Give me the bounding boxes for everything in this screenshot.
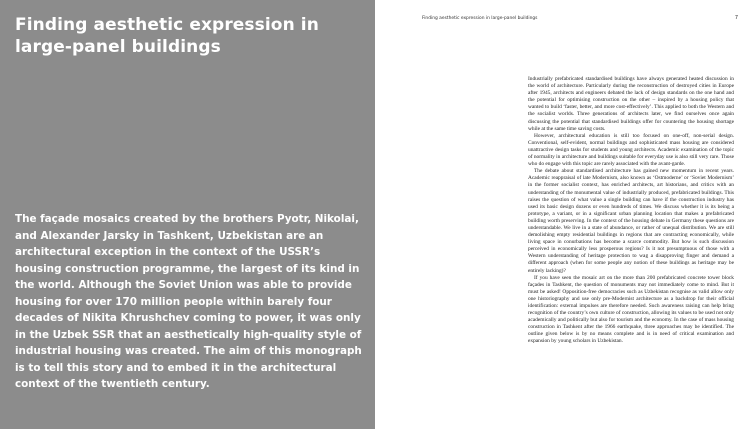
chapter-title: Finding aesthetic expression in large-panel buildings [15,15,319,57]
body-paragraph: Industrially prefabricated standardised buildings have always generated heated discussion in the world of architecture. Particularly during the reconstruction of destroyed cities in Europe after 1945, architects and engineers debated the lack of design standards on the one hand and the potential for optimising construction on the other – inspired by a housing policy that wanted to build ‘faster, better, and more cost-effectively’. This applied to both the Western and the socialist worlds. Three generations of architects later, we find ourselves once again discussing the potential that standardised buildings offer for countering the housing shortage while at the same time saving costs. [528,76,734,132]
body-paragraph: However, architectural education is still too focused on one-off, non-serial design. Conventional, self-evident, normal buildings and sophisticated mass housing are considered unattractive design tasks for students and young architects. Academic examination of the topic of normality in architecture and buildings suitable for everyday use is also still very rare. Those who do engage with this topic are rarely associated with the avant-garde. [528,132,734,168]
page-number: 7 [734,15,738,21]
right-page [375,0,750,429]
body-text [528,76,734,346]
body-paragraph: If you have seen the mosaic art on the more than 200 prefabricated concrete tower block façades in Tashkent, the question of monuments may not immediately come to mind. But it must be asked! Opposition-free democracies such as Uzbekistan recognise as valid allow only one historiography and use only pre-Modernist architecture as a backdrop for their official identification: external impulses are therefore needed. Such awareness raising can help bring recognition of the country’s own culture of construction, allowing its values to be used not only academically and politically but also for tourism and the economy. In the case of mass housing construction in Tashkent after the 1966 earthquake, three approaches may be identified. The outline given below is by no means complete and is in need of critical examination and expansion by young scholars in Uzbekistan. [528,274,735,345]
chapter-intro: The façade mosaics created by the brothers Pyotr, Nikolai, and Alexander Jarsky in Tashkent, Uzbekistan are an architectural exception in the context of the USSR’s housing construction programme, the largest of its kind in the world. Although the Soviet Union was able to provide housing for over 170 million people within barely four decades of Nikita Khrushchev coming to power, it was only in the Uzbek SSR that an aesthetically high-quality style of industrial housing was created. The aim of this monograph is to tell this story and to embed it in the architectural context of the twentieth century. [15,213,362,390]
body-paragraph: The debate about standardised architecture has gained new momentum in recent years. Academic reappraisal of late Modernism, also known as ‘Ostmoderne’ or ‘Soviet Modernism’ in the former socialist context, has enriched architects, art historians, and critics with an understanding of the monumental value of industrially produced, prefabricated buildings. This raises the question of what value a single building can have if the construction industry has used its basic design dozens or even hundreds of times. We discuss whether it is its being a prototype, a variant, or in a significant urban planning location that makes a prefabricated building worth preserving. In the context of the housing debate in Germany these questions are understandable. We live in a state of abundance, or rather of unequal distribution. We are still demolishing empty residential buildings in regions that are contracting economically, while living space in conurbations has become a scarce commodity. But how is such discussion perceived in economically less prosperous regions? Is it not presumptuous of those with a Western understanding of heritage protection to wag a disapproving finger and demand a different approach (when for some people any notion of these buildings as heritage may be entirely lacking)? [528,168,734,274]
running-head: Finding aesthetic expression in large-panel buildings [422,16,538,21]
